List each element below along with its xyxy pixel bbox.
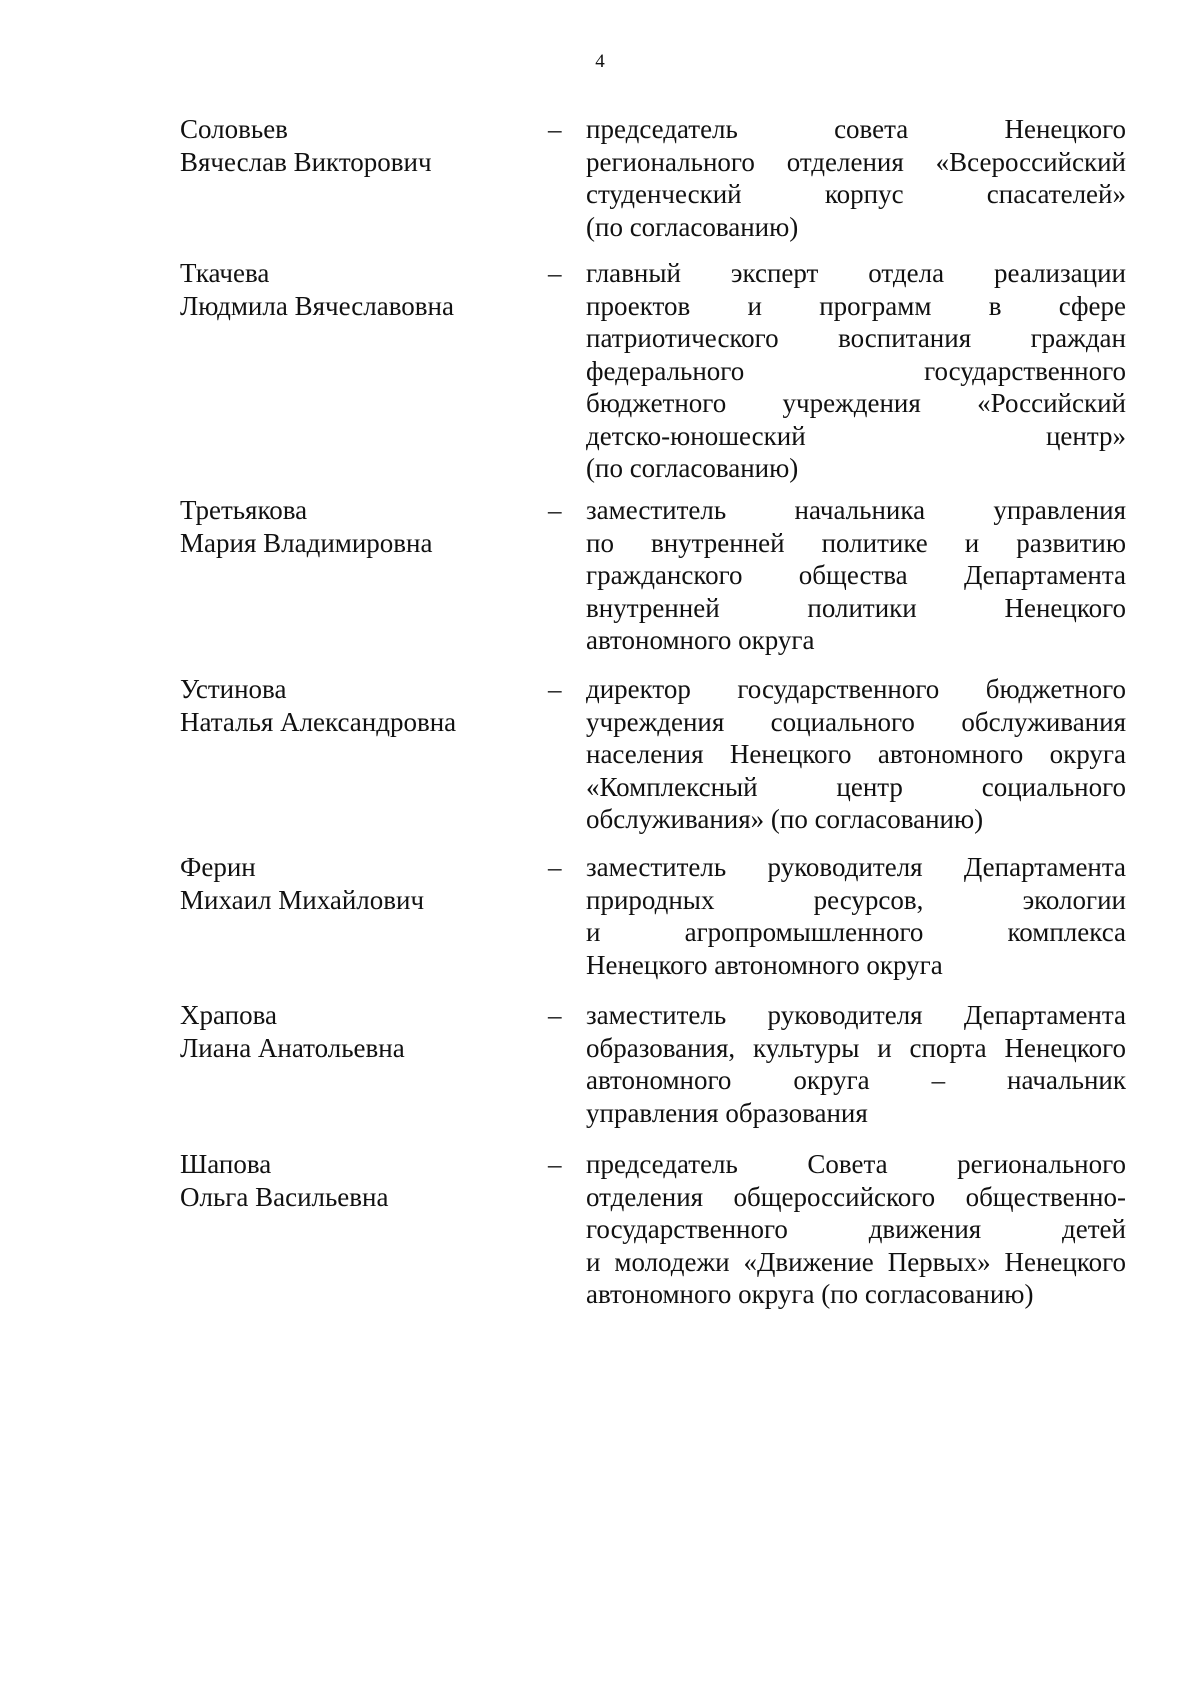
position-line: студенческий корпус спасателей» <box>586 179 1126 209</box>
position-line: внутренней политики Ненецкого <box>586 592 1126 623</box>
position-line: заместитель начальника управления <box>586 495 1126 525</box>
position-line: автономного округа (по согласованию) <box>586 1279 1034 1309</box>
position-line: обслуживания» (по согласованию) <box>586 804 984 834</box>
member-name <box>180 494 540 559</box>
member-given-names: Лиана Анатольевна <box>180 1032 405 1063</box>
position-line: учреждения социального обслуживания <box>586 706 1126 737</box>
position-line: автономного округа <box>586 625 815 655</box>
member-surname: Шапова <box>180 1149 272 1179</box>
position-line: автономного округа – начальник <box>586 1065 1126 1095</box>
member-surname: Ферин <box>180 852 256 882</box>
position-line: Ненецкого автономного округа <box>586 949 943 980</box>
member-name <box>180 999 540 1064</box>
position-line: (по согласованию) <box>586 453 799 483</box>
member-name <box>180 113 540 178</box>
dash-separator: – <box>548 495 562 525</box>
member-name <box>180 851 540 916</box>
position-line: заместитель руководителя Департамента <box>586 852 1126 882</box>
member-position <box>586 1148 1126 1311</box>
member-surname: Храпова <box>180 1000 277 1030</box>
position-line: бюджетного учреждения «Российский <box>586 388 1126 418</box>
position-line: и молодежи «Движение Первых» Ненецкого <box>586 1246 1126 1277</box>
position-line: и агропромышленного комплекса <box>586 917 1126 947</box>
position-line: детско-юношеский центр» <box>586 420 1126 451</box>
page-number: 4 <box>595 51 605 72</box>
member-name <box>180 1148 540 1213</box>
member-given-names: Наталья Александровна <box>180 706 457 737</box>
member-position <box>586 851 1126 981</box>
member-name <box>180 673 540 738</box>
member-surname: Устинова <box>180 674 287 704</box>
position-line: директор государственного бюджетного <box>586 674 1126 704</box>
dash-separator: – <box>548 674 562 704</box>
member-surname: Ткачева <box>180 258 270 288</box>
member-given-names: Мария Владимировна <box>180 527 433 558</box>
member-surname: Соловьев <box>180 114 288 144</box>
position-line: природных ресурсов, экологии <box>586 884 1126 915</box>
position-line: проектов и программ в сфере <box>586 290 1126 321</box>
position-line: регионального отделения «Всероссийский <box>586 146 1126 177</box>
position-line: управления образования <box>586 1097 868 1128</box>
position-line: гражданского общества Департамента <box>586 560 1126 590</box>
position-line: по внутренней политике и развитию <box>586 527 1126 558</box>
position-line: государственного движения детей <box>586 1214 1126 1244</box>
member-position <box>586 673 1126 836</box>
position-line: председатель Совета регионального <box>586 1149 1126 1179</box>
member-name <box>180 257 540 322</box>
member-position <box>586 999 1126 1129</box>
position-line: патриотического воспитания граждан <box>586 323 1126 353</box>
member-surname: Третьякова <box>180 495 308 525</box>
position-line: главный эксперт отдела реализации <box>586 258 1126 288</box>
dash-separator: – <box>548 1149 562 1179</box>
position-line: федерального государственного <box>586 355 1126 386</box>
dash-separator: – <box>548 852 562 882</box>
dash-separator: – <box>548 258 562 288</box>
member-given-names: Ольга Васильевна <box>180 1181 389 1212</box>
position-line: председатель совета Ненецкого <box>586 114 1126 144</box>
position-line: отделения общероссийского общественно- <box>586 1181 1126 1212</box>
member-given-names: Вячеслав Викторович <box>180 146 432 177</box>
member-given-names: Людмила Вячеславовна <box>180 290 454 321</box>
member-given-names: Михаил Михайлович <box>180 884 425 915</box>
member-position <box>586 494 1126 657</box>
position-line: заместитель руководителя Департамента <box>586 1000 1126 1030</box>
position-line: населения Ненецкого автономного округа <box>586 739 1126 769</box>
position-line: «Комплексный центр социального <box>586 771 1126 802</box>
position-line: образования, культуры и спорта Ненецкого <box>586 1032 1126 1063</box>
position-line: (по согласованию) <box>586 211 799 242</box>
dash-separator: – <box>548 114 562 144</box>
member-position <box>586 113 1126 243</box>
member-position <box>586 257 1126 485</box>
dash-separator: – <box>548 1000 562 1030</box>
